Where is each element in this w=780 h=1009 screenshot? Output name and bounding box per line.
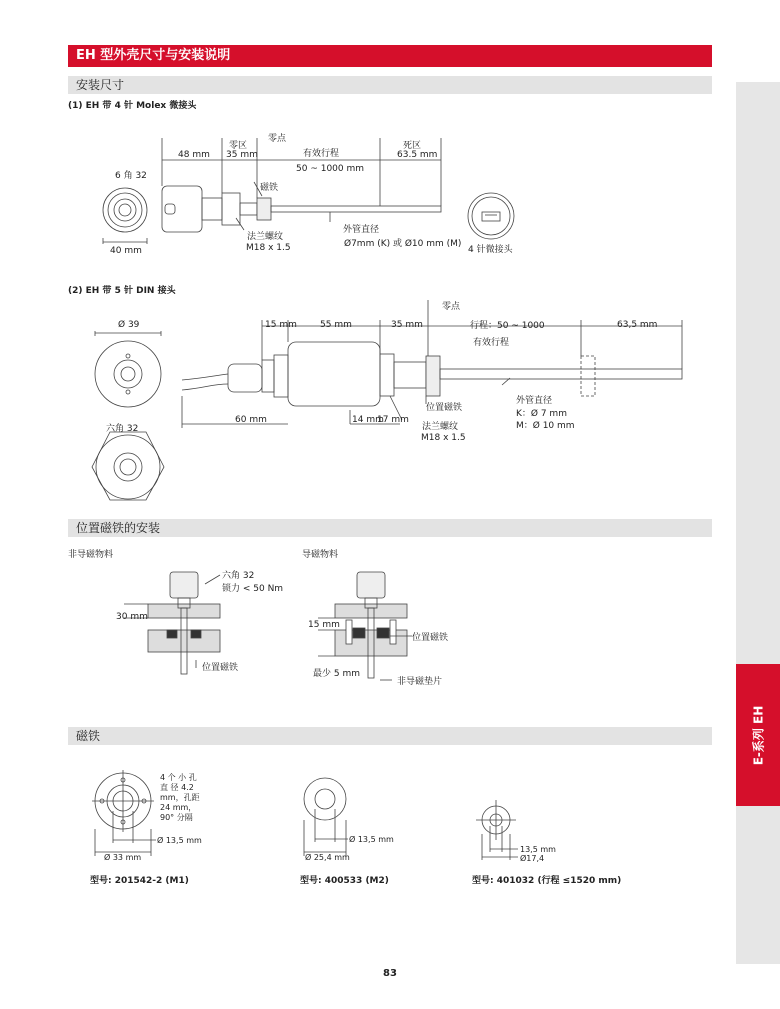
- eh5-hex-view: [92, 432, 164, 500]
- mount-pos-magnet1-label: 位置磁铁: [202, 663, 239, 673]
- magnet-m1-d33-label: Ø 33 mm: [104, 853, 142, 862]
- eh4-end-view: [103, 188, 147, 244]
- eh5-d15-label: 15 mm: [265, 320, 297, 330]
- eh5-m10-label: M：Ø 10 mm: [516, 421, 575, 431]
- eh5-d39-label: Ø 39: [118, 320, 140, 330]
- eh5-d17-label: 17 mm: [377, 415, 409, 425]
- magnet-m2-model: 型号: 400533 (M2): [300, 876, 389, 886]
- eh5-pos-magnet-label: 位置磁铁: [426, 403, 463, 413]
- eh4-stroke-range-label: 50 ~ 1000 mm: [296, 164, 365, 174]
- magnet-m2-d254-label: Ø 25,4 mm: [305, 853, 350, 862]
- mount-pos-magnet2-label: 位置磁铁: [412, 633, 449, 643]
- eh4-magnet-label: 磁铁: [260, 183, 279, 193]
- magnet-m1-model: 型号: 201542-2 (M1): [90, 876, 189, 886]
- eh4-d35-label: 35 mm: [226, 150, 258, 160]
- mount-d15-label: 15 mm: [308, 620, 340, 630]
- eh5-zero-point-label: 零点: [442, 302, 461, 312]
- eh5-hex-label: 六角 32: [106, 424, 139, 434]
- eh5-d60-label: 60 mm: [235, 415, 267, 425]
- eh4-connector-view: [468, 193, 514, 239]
- mount-hex-label: 六角 32: [222, 571, 255, 581]
- eh5-d635-label: 63,5 mm: [617, 320, 658, 330]
- m1-note-line: 4 个 小 孔: [160, 773, 197, 782]
- magnet-m1-d135-label: Ø 13,5 mm: [157, 836, 202, 845]
- mount-nonmag-diagram: [124, 572, 220, 674]
- eh4-d48-label: 48 mm: [178, 150, 210, 160]
- section-magnet-install: 位置磁铁的安装: [68, 519, 712, 537]
- eh4-d40-label: 40 mm: [110, 246, 142, 256]
- eh4-connector-label: 4 针微接头: [468, 245, 513, 255]
- mount-spacer-label: 非导磁垫片: [397, 677, 443, 687]
- m1-note-line: 24 mm，: [160, 803, 197, 812]
- eh4-d635-label: 63.5 mm: [397, 150, 438, 160]
- m1-note-line: 直 径 4.2: [160, 783, 194, 792]
- eh5-d35-label: 35 mm: [391, 320, 423, 330]
- eh4-zero-zone-label: 零区: [229, 141, 248, 151]
- magnet-m1-holes-note: [160, 773, 200, 823]
- magnet-m3-drawing: [476, 800, 518, 860]
- eh5-stroke-range-label: 行程：50 ~ 1000: [470, 321, 545, 331]
- eh4-hex-label: 6 角 32: [115, 171, 147, 181]
- page-title: EH 型外壳尺寸与安装说明: [68, 45, 712, 67]
- magnet-m1-drawing: [92, 770, 156, 856]
- mount-nonmag-label: 非导磁物料: [68, 550, 114, 560]
- eh5-d14-label: 14 mm: [352, 415, 384, 425]
- magnet-m3-model: 型号: 401032 (行程 ≤1520 mm): [472, 876, 622, 886]
- eh4-dead-zone-label: 死区: [403, 141, 422, 151]
- magnet-m3-d174-label: Ø17,4: [520, 854, 545, 863]
- section-install-dims: 安装尺寸: [68, 76, 712, 94]
- eh5-end-view: [95, 331, 161, 407]
- magnet-m2-drawing: [304, 778, 348, 856]
- mount-mag-label: 导磁物料: [302, 550, 339, 560]
- m1-note-line: mm，孔距: [160, 793, 200, 802]
- eh4-stroke-label: 有效行程: [303, 149, 340, 159]
- eh4-flange-thread-label: 法兰螺纹: [247, 232, 284, 242]
- eh4-m18-label: M18 x 1.5: [246, 243, 291, 253]
- section-magnets: 磁铁: [68, 727, 712, 745]
- eh5-d55-label: 55 mm: [320, 320, 352, 330]
- magnet-m3-d135-label: 13,5 mm: [520, 845, 556, 854]
- sidebar-label: E-系列 EH: [751, 705, 766, 765]
- eh4-zero-point-label: 零点: [268, 134, 287, 144]
- page-number: 83: [383, 968, 397, 979]
- eh4-outer-dia-label: 外管直径: [343, 225, 380, 235]
- m1-note-line: 90° 分隔: [160, 813, 193, 822]
- mount-d30-label: 30 mm: [116, 612, 148, 622]
- eh4-outer-dia-values: Ø7mm (K) 或 Ø10 mm (M): [344, 239, 462, 249]
- mount-torque-label: 锁力 < 50 Nm: [222, 584, 284, 594]
- eh5-flange-thread-label: 法兰螺纹: [422, 422, 459, 432]
- eh5-subtitle: (2) EH 带 5 针 DIN 接头: [68, 286, 176, 296]
- eh5-stroke-label: 有效行程: [473, 338, 510, 348]
- eh5-outer-dia-label: 外管直径: [516, 396, 553, 406]
- magnet-m2-d135-label: Ø 13,5 mm: [349, 835, 394, 844]
- mount-min5-label: 最少 5 mm: [313, 669, 360, 679]
- eh5-k7-label: K：Ø 7 mm: [516, 409, 567, 419]
- eh5-m18-label: M18 x 1.5: [421, 433, 466, 443]
- eh4-subtitle: (1) EH 带 4 针 Molex 微接头: [68, 101, 197, 111]
